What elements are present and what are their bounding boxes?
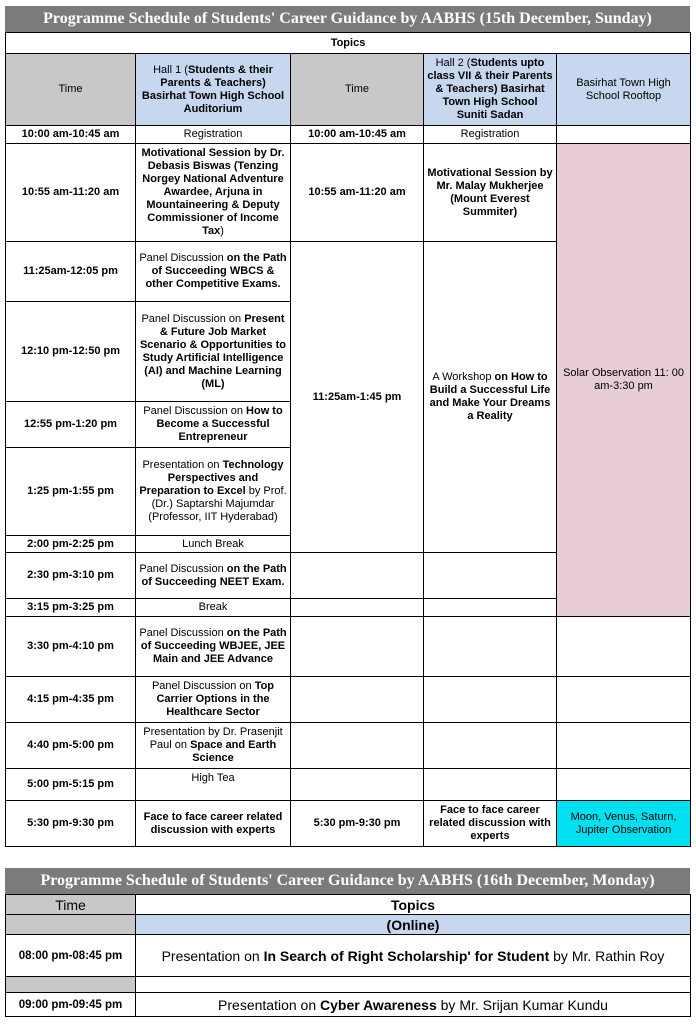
time-cell: 1:25 pm-1:55 pm <box>6 448 136 536</box>
registration-cell: Registration <box>424 126 557 144</box>
session-cell: Panel Discussion on the Path of Succeeding NEET Exam. <box>136 553 291 599</box>
discussion-cell: Face to face career related discussion with experts <box>136 801 291 847</box>
empty-cell <box>6 977 136 993</box>
time-header: Time <box>6 895 136 915</box>
high-tea-cell: High Tea <box>136 769 291 801</box>
time-cell: 10:55 am-11:20 am <box>291 144 424 242</box>
time-cell: 5:00 pm-5:15 pm <box>6 769 136 801</box>
day1-title: Programme Schedule of Students' Career Guidance by AABHS (15th December, Sunday) <box>5 6 690 32</box>
time-cell: 08:00 pm-08:45 pm <box>6 935 136 977</box>
time-cell: 4:40 pm-5:00 pm <box>6 723 136 769</box>
day2-schedule-table <box>5 894 691 1017</box>
time-cell: 10:00 am-10:45 am <box>6 126 136 144</box>
day2-title: Programme Schedule of Students' Career Guidance by AABHS (16th December, Monday) <box>5 868 690 894</box>
time-header: Time <box>6 54 136 126</box>
session-cell: Presentation on Technology Perspectives and Preparation to Excel by Prof. (Dr.) Saptarshi Majumdar (Professor, IIT Hyderabad) <box>136 448 291 536</box>
session-cell: Motivational Session by Dr. Debasis Biswas (Tenzing Norgey National Adventure Awardee, Arjuna in Mountaineering & Deputy Commissioner of Income Tax) <box>136 144 291 242</box>
time-cell: 10:55 am-11:20 am <box>6 144 136 242</box>
session-cell: Panel Discussion on the Path of Succeeding WBJEE, JEE Main and JEE Advance <box>136 617 291 677</box>
session-cell: Panel Discussion on Top Carrier Options in the Healthcare Sector <box>136 677 291 723</box>
empty-cell <box>291 769 424 801</box>
empty-cell <box>424 769 557 801</box>
time-cell: 10:00 am-10:45 am <box>291 126 424 144</box>
lunch-cell: Lunch Break <box>136 536 291 553</box>
time-cell: 3:15 pm-3:25 pm <box>6 599 136 617</box>
registration-cell: Registration <box>136 126 291 144</box>
empty-cell <box>291 677 424 723</box>
time-cell: 11:25am-12:05 pm <box>6 242 136 302</box>
time-header-2: Time <box>291 54 424 126</box>
empty-cell <box>424 617 557 677</box>
empty-cell <box>557 617 691 677</box>
session-cell: Panel Discussion on Present & Future Job Market Scenario & Opportunities to Study Artificial Intelligence (AI) and Machine Learning (ML) <box>136 302 291 402</box>
time-cell: 11:25am-1:45 pm <box>291 242 424 553</box>
workshop-cell: A Workshop on How to Build a Successful Life and Make Your Dreams a Reality <box>424 242 557 553</box>
empty-cell <box>557 769 691 801</box>
hall2-header: Hall 2 (Students upto class VII & their Parents & Teachers) Basirhat Town High School Suniti Sadan <box>424 54 557 126</box>
session-cell: Presentation by Dr. Prasenjit Paul on Space and Earth Science <box>136 723 291 769</box>
day1-schedule-table <box>5 32 691 847</box>
break-cell: Break <box>136 599 291 617</box>
topics-header: Topics <box>6 33 691 54</box>
empty-cell <box>136 977 691 993</box>
empty-cell <box>291 617 424 677</box>
time-cell: 2:30 pm-3:10 pm <box>6 553 136 599</box>
empty-cell <box>557 723 691 769</box>
session-cell: Panel Discussion on How to Become a Successful Entrepreneur <box>136 402 291 448</box>
empty-cell <box>424 723 557 769</box>
solar-observation-cell: Solar Observation 11: 00 am-3:30 pm <box>557 144 691 617</box>
session-cell: Presentation on In Search of Right Scholarship' for Student by Mr. Rathin Roy <box>136 935 691 977</box>
empty-cell <box>424 677 557 723</box>
discussion-cell: Face to face career related discussion with experts <box>424 801 557 847</box>
empty-cell <box>291 723 424 769</box>
empty-cell <box>291 553 424 599</box>
planet-observation-cell: Moon, Venus, Saturn, Jupiter Observation <box>557 801 691 847</box>
session-cell: Panel Discussion on the Path of Succeeding WBCS & other Competitive Exams. <box>136 242 291 302</box>
time-cell: 4:15 pm-4:35 pm <box>6 677 136 723</box>
time-cell: 5:30 pm-9:30 pm <box>291 801 424 847</box>
time-cell: 3:30 pm-4:10 pm <box>6 617 136 677</box>
topics-header: Topics <box>136 895 691 915</box>
empty-cell <box>6 915 136 935</box>
time-cell: 09:00 pm-09:45 pm <box>6 993 136 1017</box>
empty-cell <box>557 677 691 723</box>
time-cell: 2:00 pm-2:25 pm <box>6 536 136 553</box>
time-cell: 12:55 pm-1:20 pm <box>6 402 136 448</box>
session-cell: Presentation on Cyber Awareness by Mr. Srijan Kumar Kundu <box>136 993 691 1017</box>
empty-cell <box>557 126 691 144</box>
empty-cell <box>424 599 557 617</box>
rooftop-header: Basirhat Town High School Rooftop <box>557 54 691 126</box>
hall1-header: Hall 1 (Students & their Parents & Teachers) Basirhat Town High School Auditorium <box>136 54 291 126</box>
empty-cell <box>424 553 557 599</box>
online-label: (Online) <box>136 915 691 935</box>
empty-cell <box>291 599 424 617</box>
session-cell: Motivational Session by Mr. Malay Mukherjee (Mount Everest Summiter) <box>424 144 557 242</box>
time-cell: 12:10 pm-12:50 pm <box>6 302 136 402</box>
time-cell: 5:30 pm-9:30 pm <box>6 801 136 847</box>
